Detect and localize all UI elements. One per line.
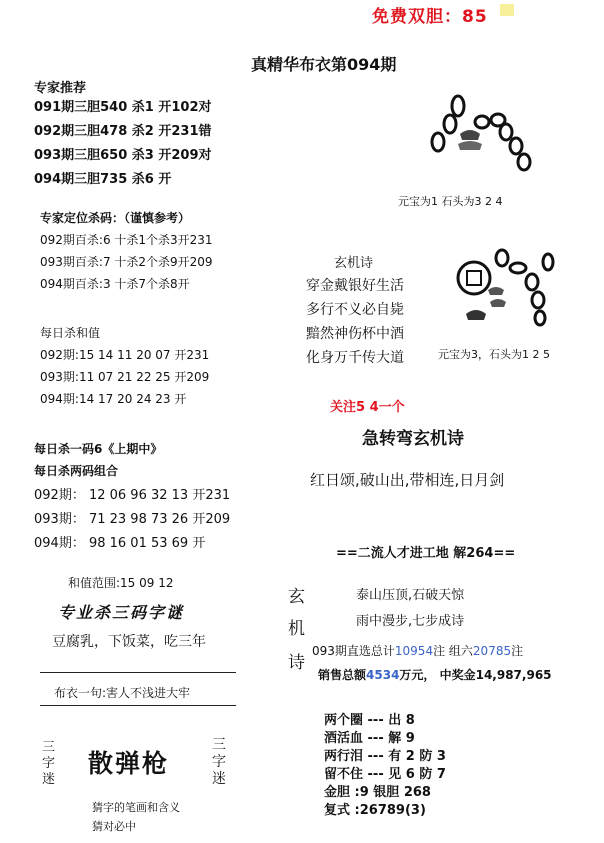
list-item: 复式 :26789(3)	[324, 803, 426, 818]
position-kill-list	[40, 229, 213, 295]
word-riddle-right: 三字迷	[212, 737, 226, 787]
riddle3-title: 专业杀三码字谜	[58, 603, 185, 622]
sharp-turn-title: 急转弯玄机诗	[362, 429, 464, 449]
xuanji-line: 雨中漫步,七步成诗	[356, 614, 465, 629]
divider	[40, 705, 236, 706]
riddle3-text: 豆腐乳，下饭菜，吃三年	[52, 634, 206, 650]
sales-line-2: 销售总额4534万元， 中奖金14,987,965	[318, 668, 552, 682]
list-item: 093期： 71 23 98 73 26 开209	[34, 512, 231, 527]
word-riddle-note2: 猜对必中	[92, 820, 136, 833]
list-item: 两行泪 --- 有 2 防 3	[324, 749, 446, 764]
word-riddle-left: 三字迷	[42, 740, 56, 787]
list-item: 093期三胆650 杀3 开209对	[34, 148, 212, 163]
list-item: 091期三胆540 杀1 开102对	[34, 100, 212, 115]
daily-code-list	[34, 484, 230, 556]
list-item: 留不住 --- 见 6 防 7	[324, 767, 446, 782]
highlight-mark	[500, 4, 514, 16]
xuanji-char: 诗	[288, 653, 305, 673]
list-item: 094期:14 17 20 24 23 开	[40, 392, 187, 406]
list-item: 酒活血 --- 解 9	[324, 731, 415, 746]
poem-line: 黯然神伤杯中酒	[306, 326, 404, 342]
pic1-caption: 元宝为1 石头为3 2 4	[398, 195, 503, 208]
expert-heading: 专家推荐	[34, 81, 87, 96]
sharp-turn-answer: ==二流人才进工地 解264==	[336, 546, 516, 561]
list-item: 金胆 :9 银胆 268	[324, 785, 431, 800]
list-item: 092期三胆478 杀2 开231错	[34, 124, 212, 139]
free-double-banner: 免费双胆：85	[372, 7, 488, 27]
word-riddle-note1: 猜字的笔画和含义	[92, 801, 180, 814]
poem-line: 多行不义必自毙	[306, 302, 404, 318]
list-item: 094期百杀:3 十杀7个杀8开	[40, 277, 190, 291]
list-item: 两个圈 --- 出 8	[324, 713, 415, 728]
poem-lines	[306, 274, 404, 370]
expert-list	[34, 96, 212, 192]
position-kill-heading: 专家定位杀码：（谨慎参考）	[40, 211, 191, 225]
chain-ingot-illustration	[420, 92, 550, 182]
xuanji-char: 机	[288, 619, 305, 639]
sum-kill-heading: 每日杀和值	[40, 326, 101, 340]
poem-title: 玄机诗	[334, 256, 374, 271]
buyi-sentence: 布衣一句:害人不浅进大牢	[54, 686, 191, 700]
list-item: 094期三胆735 杀6 开	[34, 172, 172, 187]
sum-kill-list	[40, 344, 209, 410]
coin-stone-illustration	[452, 244, 562, 334]
xuanji-line: 泰山压顶,石破天惊	[356, 588, 465, 603]
page-title: 真精华布衣第094期	[251, 55, 397, 74]
xuanji-char: 玄	[288, 587, 305, 607]
daily-kill-one: 每日杀一码6《上期中》	[34, 442, 163, 456]
pic2-caption: 元宝为3，石头为1 2 5	[438, 348, 550, 361]
divider	[40, 672, 236, 673]
list-item: 092期:15 14 11 20 07 开231	[40, 348, 210, 362]
sum-range: 和值范围:15 09 12	[68, 576, 174, 590]
sales-line-1: 093期直选总计10954注 组六20785注	[312, 644, 524, 658]
list-item: 093期:11 07 21 22 25 开209	[40, 370, 210, 384]
list-item: 092期百杀:6 十杀1个杀3开231	[40, 233, 213, 247]
sharp-turn-line: 红日颂,破山出,带相连,日月剑	[310, 471, 505, 489]
riddle-list	[324, 712, 446, 820]
word-riddle-main: 散弹枪	[88, 749, 170, 778]
list-item: 093期百杀:7 十杀2个杀9开209	[40, 255, 213, 269]
poem-line: 穿金戴银好生活	[306, 278, 404, 294]
daily-kill-two: 每日杀两码组合	[34, 464, 119, 478]
list-item: 092期： 12 06 96 32 13 开231	[34, 488, 231, 503]
poem-line: 化身万千传大道	[306, 350, 404, 366]
list-item: 094期： 98 16 01 53 69 开	[34, 536, 206, 551]
focus-note: 关注5 4一个	[330, 400, 405, 415]
